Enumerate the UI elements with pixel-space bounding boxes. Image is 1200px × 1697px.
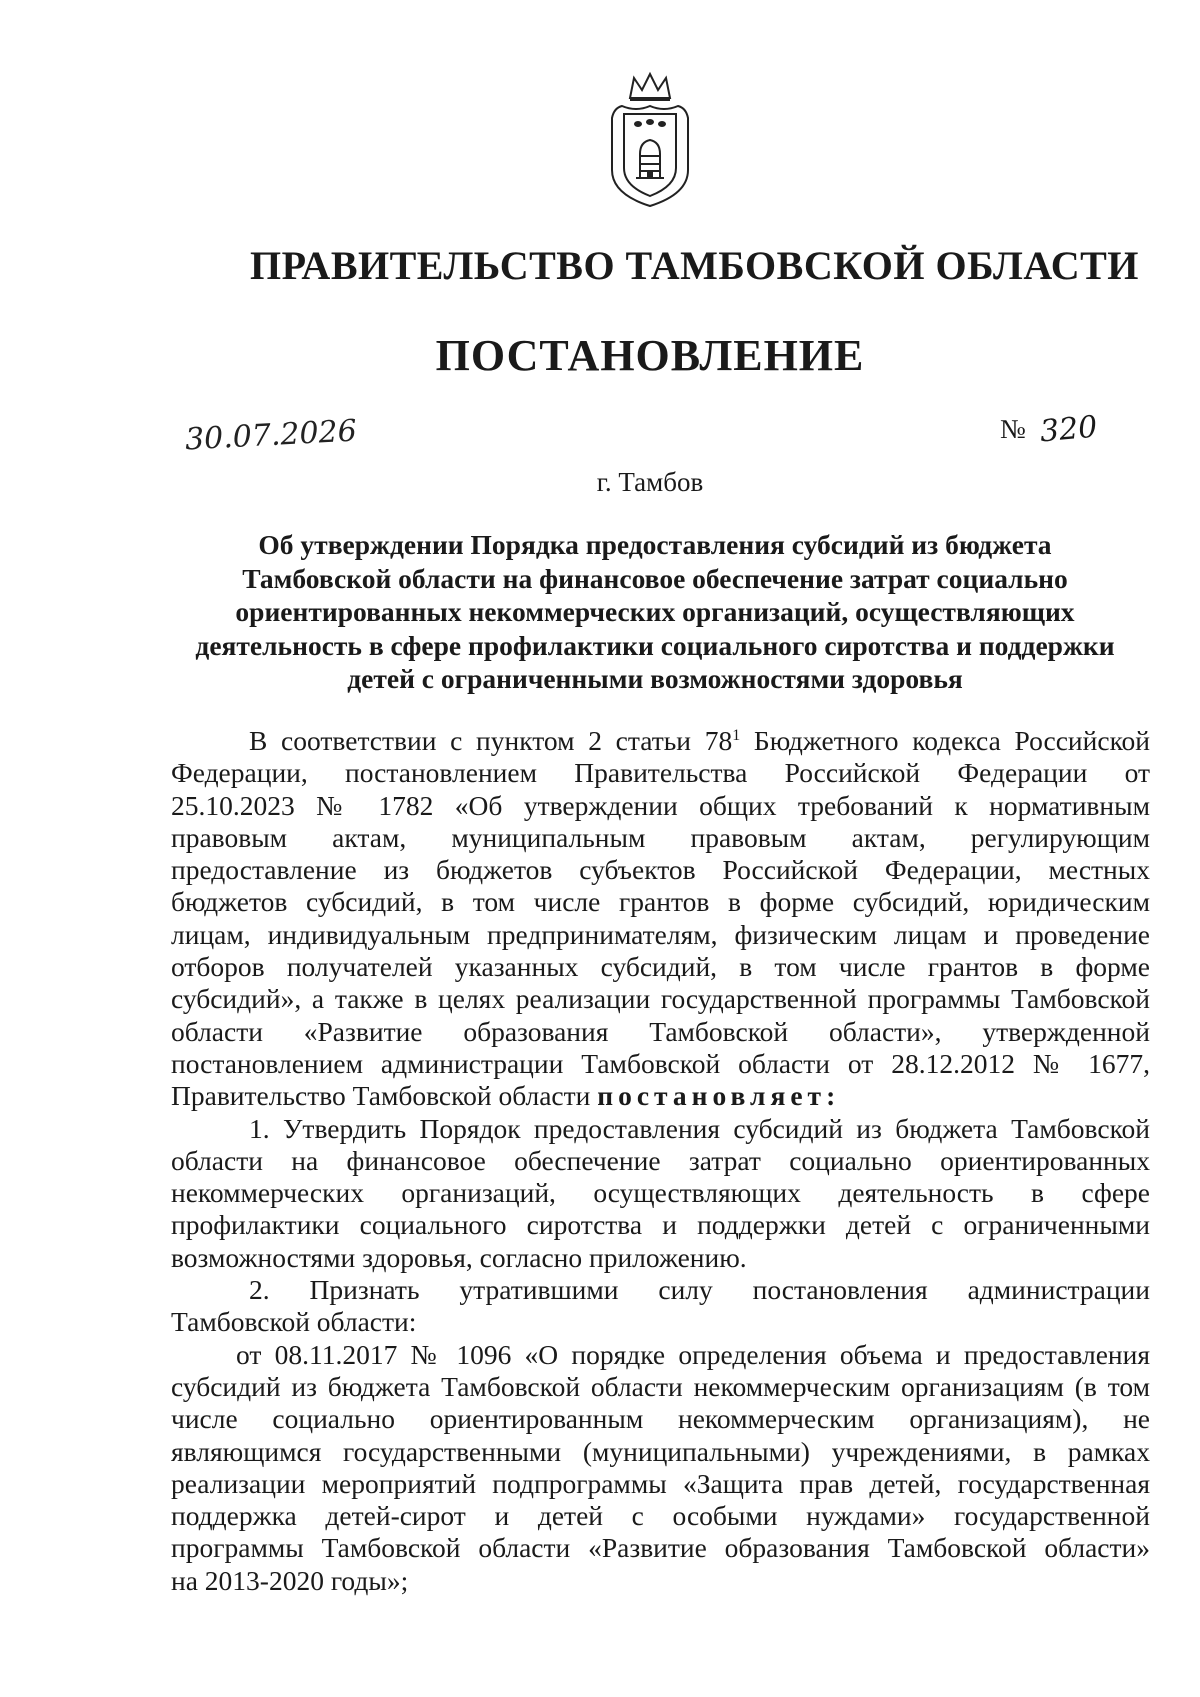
body-line: отборов получателей указанных субсидий, в том числе грантов в форме bbox=[171, 951, 1150, 983]
body-line: Федерации, постановлением Правительства Российской Федерации от bbox=[171, 757, 1150, 789]
subject-line: детей с ограниченными возможностями здоровья bbox=[347, 663, 963, 694]
subject-line: Тамбовской области на финансовое обеспечение затрат социально bbox=[242, 562, 1068, 594]
body-line: числе социально ориентированным некоммерческим организациям), не bbox=[171, 1403, 1150, 1435]
body-line: 1. Утвердить Порядок предоставления субсидий из бюджета Тамбовской bbox=[249, 1112, 1150, 1144]
body-line: профилактики социального сиротства и поддержки детей с ограниченными bbox=[171, 1209, 1150, 1241]
body-line: правовым актам, муниципальным правовым актам, регулирующим bbox=[171, 821, 1150, 853]
body-line: 25.10.2023 № 1782 «Об утверждении общих требований к нормативным bbox=[171, 789, 1150, 821]
body-line: лицам, индивидуальным предпринимателям, физическим лицам и проведение bbox=[171, 918, 1150, 950]
body-line: Тамбовской области: bbox=[171, 1306, 417, 1338]
body-line: бюджетов субсидий, в том числе грантов в форме субсидий, юридическим bbox=[171, 886, 1150, 918]
city: г. Тамбов bbox=[596, 467, 704, 497]
body-line: постановлением администрации Тамбовской области от 28.12.2012 № 1677, bbox=[171, 1047, 1150, 1079]
document-type: ПОСТАНОВЛЕНИЕ bbox=[435, 331, 865, 380]
resolves-word: постановляет: bbox=[597, 1080, 841, 1112]
body-line: 2. Признать утратившими силу постановления администрации bbox=[249, 1274, 1150, 1306]
body-line: являющимся государственными (муниципальными) учреждениями, в рамках bbox=[171, 1435, 1150, 1467]
subject-line: деятельность в сфере профилактики социального сиротства и поддержки bbox=[195, 629, 1115, 661]
body-line: Правительство Тамбовской области постановляет: bbox=[171, 1080, 841, 1112]
body-line: субсидий из бюджета Тамбовской области некоммерческим организациям (в том bbox=[171, 1370, 1150, 1402]
subject-line: Об утверждении Порядка предоставления субсидий из бюджета bbox=[258, 529, 1052, 560]
document-number bbox=[1000, 409, 1099, 450]
body-line: области на финансовое обеспечение затрат социально ориентированных bbox=[171, 1144, 1150, 1176]
body-line: субсидий», а также в целях реализации государственной программы Тамбовской bbox=[171, 983, 1150, 1015]
body-line: возможностями здоровья, согласно приложению. bbox=[171, 1241, 747, 1273]
body-line: поддержка детей-сирот и детей с особыми нуждами» государственной bbox=[171, 1500, 1150, 1532]
body-line: программы Тамбовской области «Развитие образования Тамбовской области» bbox=[171, 1532, 1150, 1564]
document-body bbox=[171, 725, 1150, 1597]
body-line: реализации мероприятий подпрограммы «Защита прав детей, государственная bbox=[171, 1467, 1150, 1499]
subject-line: ориентированных некоммерческих организаций, осуществляющих bbox=[235, 596, 1075, 627]
number-value: 320 bbox=[1038, 409, 1099, 450]
body-line: предоставление из бюджетов субъектов Российской Федерации, местных bbox=[171, 854, 1150, 886]
body-line: В соответствии с пунктом 2 статьи $78^1$ Бюджетного кодекса Российской bbox=[249, 725, 1151, 756]
document-subject bbox=[180, 528, 1130, 696]
coat-of-arms-icon bbox=[600, 70, 700, 210]
number-sign: № bbox=[1000, 414, 1026, 444]
body-line: на 2013-2020 годы»; bbox=[171, 1564, 409, 1596]
government-title: ПРАВИТЕЛЬСТВО ТАМБОВСКОЙ ОБЛАСТИ bbox=[250, 243, 1139, 288]
document-date: 30.07.2026 bbox=[184, 413, 358, 458]
body-line: от 08.11.2017 № 1096 «О порядке определения объема и предоставления bbox=[236, 1338, 1150, 1370]
body-line: области «Развитие образования Тамбовской области», утвержденной bbox=[171, 1015, 1150, 1047]
body-line: некоммерческих организаций, осуществляющих деятельность в сфере bbox=[171, 1177, 1150, 1209]
